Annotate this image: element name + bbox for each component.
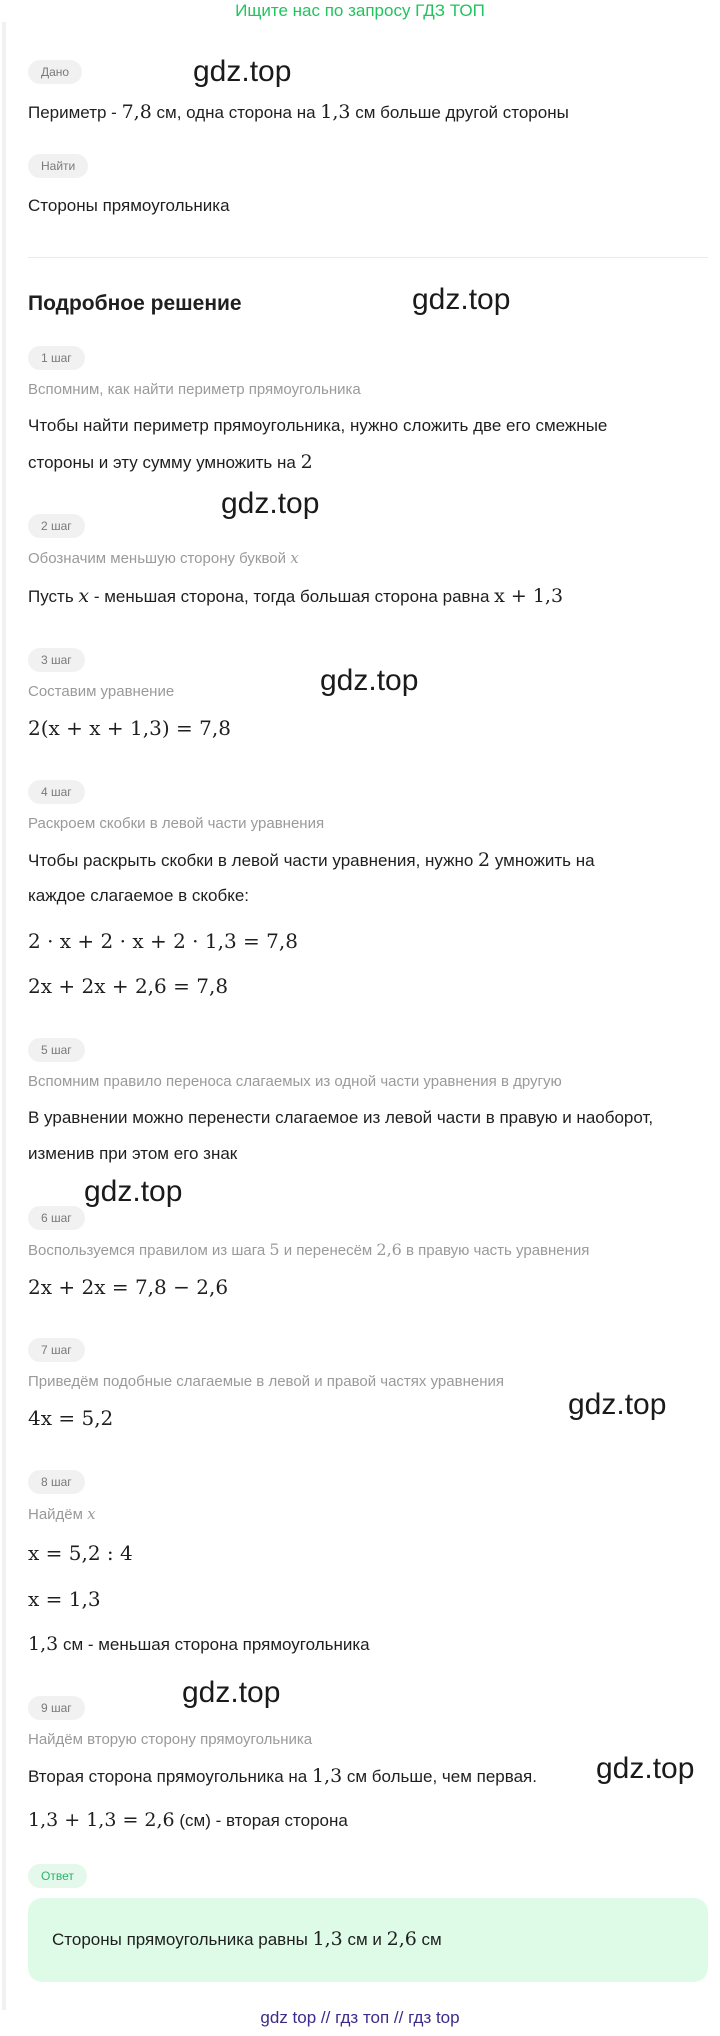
solution-title: Подробное решение [28,292,242,315]
step-3-label: 3 шаг [28,648,85,672]
step-4-text-part: умножить на [490,851,595,870]
step-2-hint-var: x [290,549,299,567]
step-8-equation-2: x = 1,3 [28,1587,101,1611]
step-9-text-part: см больше, чем первая. [342,1767,537,1786]
find-text: Стороны прямоугольника [28,196,230,215]
answer-text [52,1928,442,1950]
step-1-number: 2 [300,451,313,473]
answer-label: Ответ [28,1864,87,1888]
step-9-result [28,1808,348,1833]
watermark: gdz.top [193,55,292,88]
divider [28,257,708,258]
given-label: Дано [28,60,82,84]
search-banner: Ищите нас по запросу ГДЗ ТОП [235,1,485,20]
watermark: gdz.top [320,664,419,697]
step-1-line2 [28,450,313,475]
step-4-equation-1: 2 · x + 2 · x + 2 · 1,3 = 7,8 [28,929,298,953]
step-9-text-part: Вторая сторона прямоугольника на [28,1767,312,1786]
step-9-number: 1,3 [311,1765,343,1787]
step-2-text-part: - меньшая сторона, тогда большая сторона равна [89,587,495,606]
step-8-hint-var: x [87,1505,96,1523]
step-3-equation: 2(x + x + 1,3) = 7,8 [28,716,231,740]
step-4-label: 4 шаг [28,780,85,804]
watermark: gdz.top [221,487,320,520]
step-9-text [28,1764,537,1789]
step-8-hint [28,1504,96,1525]
step-1-text: стороны и эту сумму умножить на [28,453,301,472]
given-text-part: см больше другой стороны [350,103,569,122]
step-9-equation: 1,3 + 1,3 = 2,6 [28,1809,175,1831]
watermark: gdz.top [568,1388,667,1421]
step-8-label: 8 шаг [28,1470,85,1494]
step-9-hint: Найдём вторую сторону прямоугольника [28,1731,313,1748]
given-perimeter-value: 7,8 [121,101,152,123]
step-1-hint: Вспомним, как найти периметр прямоугольника [28,381,361,398]
step-6-term: 2,6 [376,1240,402,1259]
step-4-hint: Раскроем скобки в левой части уравнения [28,815,325,832]
given-text [28,100,569,125]
step-7-hint: Приведём подобные слагаемые в левой и правой частях уравнения [28,1373,504,1390]
step-2-label: 2 шаг [28,514,85,538]
step-7-label: 7 шаг [28,1338,85,1362]
watermark: gdz.top [182,1676,281,1709]
step-7-equation: 4x = 5,2 [28,1406,114,1430]
step-4-number: 2 [478,849,491,871]
step-2-expression: x + 1,3 [494,585,564,607]
step-8-conclusion [28,1632,370,1657]
footer-links[interactable]: gdz top // гдз топ // гдз top [260,2008,460,2027]
step-2-var: x [78,585,90,607]
step-4-equation-2: 2x + 2x + 2,6 = 7,8 [28,974,229,998]
step-5-label: 5 шаг [28,1038,85,1062]
step-6-hint-part: в правую часть уравнения [401,1242,590,1259]
step-9-result-text: (см) - вторая сторона [174,1811,348,1830]
step-2-text [28,584,563,609]
step-8-hint-text: Найдём [28,1506,88,1523]
step-3-hint: Составим уравнение [28,683,175,700]
watermark: gdz.top [596,1752,695,1785]
step-4-line1 [28,848,595,873]
step-5-hint: Вспомним правило переноса слагаемых из одной части уравнения в другую [28,1073,562,1090]
answer-text-part: см [416,1930,442,1949]
find-label: Найти [28,154,88,178]
answer-text-part: см и [342,1930,387,1949]
step-1-line1: Чтобы найти периметр прямоугольника, нужно сложить две его смежные [28,416,608,435]
step-1-label: 1 шаг [28,346,85,370]
step-8-number: 1,3 [28,1633,59,1655]
step-6-hint-part: и перенесём [279,1242,377,1259]
step-6-hint-part: Воспользуемся правилом из шага [28,1242,270,1259]
given-text-part: Периметр - [28,103,122,122]
answer-side-2: 2,6 [386,1928,417,1950]
step-6-equation: 2x + 2x = 7,8 − 2,6 [28,1275,229,1299]
answer-side-1: 1,3 [312,1928,343,1950]
step-4-text-part: Чтобы раскрыть скобки в левой части уравнения, нужно [28,851,479,870]
answer-text-part: Стороны прямоугольника равны [52,1930,313,1949]
step-8-equation-1: x = 5,2 : 4 [28,1541,133,1565]
step-6-step-number: 5 [269,1240,280,1259]
step-6-hint [28,1240,589,1261]
step-5-line1: В уравнении можно перенести слагаемое из левой части в правую и наоборот, [28,1108,654,1127]
step-8-text: см - меньшая сторона прямоугольника [58,1635,370,1654]
answer-box [28,1898,708,1982]
watermark: gdz.top [412,283,511,316]
watermark: gdz.top [84,1175,183,1208]
step-2-text-part: Пусть [28,587,79,606]
step-6-label: 6 шаг [28,1206,85,1230]
step-5-line2: изменив при этом его знак [28,1144,238,1163]
step-4-line2: каждое слагаемое в скобке: [28,886,249,905]
step-9-label: 9 шаг [28,1696,85,1720]
step-2-hint-text: Обозначим меньшую сторону буквой [28,550,291,567]
step-2-hint [28,548,299,569]
given-difference-value: 1,3 [320,101,351,123]
given-text-part: см, одна сторона на [151,103,321,122]
